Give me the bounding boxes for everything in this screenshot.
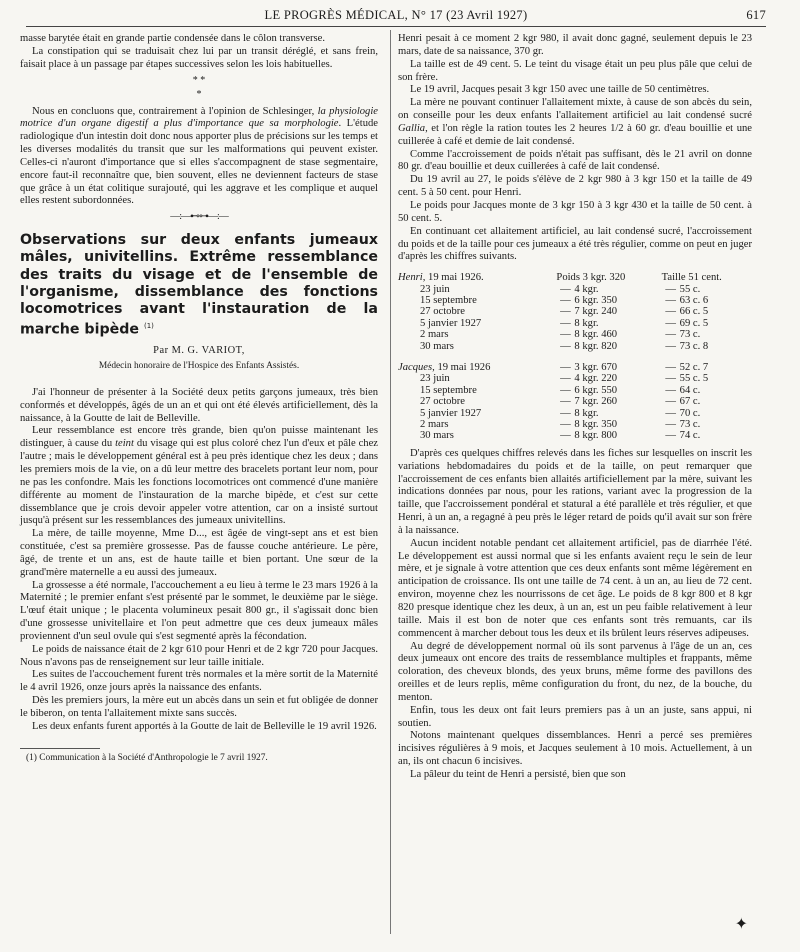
poids-value: 8 kgr.	[574, 407, 599, 419]
paragraph: La mère, de taille moyenne, Mme D..., est âgée de vingt-sept ans et est bien constituée, c'est sa première grossesse. Pas de fausse couche antérieure. Le père, âgé, de trente et un ans, est de haute taille et bien portant. Une sœur de la grand'mère maternelle a eu aussi des jumeaux.	[20, 528, 378, 578]
taille-value: 66 c. 5	[679, 306, 709, 318]
dash: —	[665, 340, 676, 352]
paragraph: Enfin, tous les deux ont fait leurs premiers pas à un an juste, sans appui, ni soutien.	[398, 704, 752, 729]
growth-table-body	[398, 272, 752, 442]
header-rule	[26, 26, 766, 27]
row-date: 27 octobre	[420, 306, 466, 318]
paragraph: D'après ces quelques chiffres relevés dans les fiches sur lesquelles on inscrit les variations hebdomadaires du poids et de la taille, on peut remarquer que l'accroissement de ces enfants bien allaités artificiellement par la mère, suivant les indications données par nous, pour les rations, variant avec la progression de la taille, que l'accroissement pondéral et statural a été parallèle et très régulier, et que Henri, à un an, a regagné à peu près le léger retard de poids qu'il avait sur son frère à la naissance.	[398, 447, 752, 536]
dash: —	[560, 306, 571, 318]
dash: —	[560, 295, 571, 306]
table-row	[398, 318, 752, 329]
table-row	[398, 362, 752, 373]
poids-cell	[556, 272, 661, 283]
paragraph: La taille est de 49 cent. 5. Le teint du visage était un peu plus pâle que celui de son frère.	[398, 58, 752, 83]
dash: —	[665, 384, 676, 396]
table-row	[398, 373, 752, 384]
table-row	[398, 329, 752, 340]
row-date: 23 juin	[420, 373, 450, 385]
dash: —	[665, 419, 676, 431]
dash: —	[560, 407, 571, 419]
row-date: 15 septembre	[420, 384, 477, 396]
table-row	[398, 272, 752, 283]
poids-value: 7 kgr. 240	[574, 306, 618, 318]
text-run: Nous en concluons que, contrairement à l'opinion de Schlesinger,	[32, 105, 318, 117]
dash: —	[665, 407, 676, 419]
taille-value: 63 c. 6	[679, 295, 709, 306]
dash: —	[560, 340, 571, 352]
dash: —	[665, 283, 676, 295]
dash: —	[665, 295, 676, 306]
dash: —	[560, 329, 571, 341]
growth-table	[398, 272, 752, 442]
row-date: 19 mai 1926.	[428, 272, 484, 284]
paragraph: Henri pesait à ce moment 2 kgr 980, il avait donc gagné, seulement depuis le 23 mars, date de sa naissance, 370 gr.	[398, 33, 752, 57]
dash: —	[665, 430, 676, 442]
taille-value: 73 c.	[679, 329, 701, 341]
poids-value: 8 kgr. 800	[574, 430, 618, 442]
text-run: La mère ne pouvant continuer l'allaitement mixte, à cause de son abcès du sein, on conseille pour les deux enfants l'allaitement artificiel au lait condensé sucré	[398, 97, 752, 122]
dash: —	[560, 419, 571, 431]
table-spacer-cell	[398, 352, 752, 362]
taille-value: 73 c.	[679, 419, 701, 431]
dash: —	[560, 396, 571, 408]
left-column	[20, 33, 378, 764]
dash: —	[560, 283, 571, 295]
poids-value: 4 kgr.	[574, 283, 599, 295]
footnote: (1) Communication à la Société d'Anthropologie le 7 avril 1927.	[26, 752, 268, 763]
paragraph: Notons maintenant quelques dissemblances. Henri a percé ses premières incisives régulières à 9 mois, et Jacques seulement à 10 mois. Actuellement, à un an, ils ont chacun 6 incisives.	[398, 730, 752, 768]
author: Par M. G. VARIOT,	[153, 345, 245, 357]
dash: —	[665, 396, 676, 408]
italic-run: la physiologie motrice d'un organe digestif a plus d'importance que sa morphologie	[20, 105, 378, 130]
paragraph: Dès les premiers jours, la mère eut un abcès dans un sein et fut obligée de donner le biberon, on tenta l'allaitement mixte sans succès.	[20, 695, 378, 720]
right-column	[398, 33, 752, 782]
dash: —	[665, 329, 676, 341]
taille-value: 74 c.	[679, 430, 701, 442]
taille-header: Taille	[661, 272, 686, 284]
poids-value: 8 kgr.	[574, 317, 599, 329]
dash: —	[560, 373, 571, 385]
dash: —	[560, 362, 571, 374]
poids-value: 8 kgr. 460	[574, 329, 618, 341]
paragraph	[398, 97, 752, 148]
text-run: du visage qui est plus coloré chez l'un d'eux et pâle chez l'autre ; mais le développement général est à peu près identique chez les deux ; dans les premiers mois de la vie, on a dû leur mettre des bracelets portant leur nom, pour ne pas les confondre. Mais les fonctions locomotrices ont commencé d'une manière différente au moment de l'instauration de la marche bipède, et c'est sur cette dissemblance que je crois devoir appeler votre attention, car on a insisté surtout jusqu'à présent sur les ressemblances des jumeaux univitellins.	[20, 438, 379, 527]
table-row	[398, 430, 752, 441]
dash: —	[665, 317, 676, 329]
row-date: 30 mars	[420, 340, 454, 352]
poids-value: 4 kgr. 220	[574, 373, 618, 385]
running-title: LE PROGRÈS MÉDICAL, N° 17 (23 Avril 1927)	[264, 8, 528, 22]
poids-value: 8 kgr. 820	[574, 340, 618, 352]
dash: —	[665, 373, 676, 385]
table-row	[398, 295, 752, 306]
paragraph: Le poids de naissance était de 2 kgr 610 pour Henri et de 2 kgr 720 pour Jacques. Nous n'avons pas de renseignement sur leur taille initiale.	[20, 643, 378, 668]
twin-name	[398, 362, 556, 373]
row-date: 19 mai 1926	[437, 362, 491, 374]
dash: —	[560, 317, 571, 329]
page-number: 617	[746, 8, 766, 22]
poids-header: Poids	[556, 272, 580, 284]
row-date: 23 juin	[420, 283, 450, 295]
dash: —	[665, 306, 676, 318]
table-row	[398, 306, 752, 317]
paragraph: masse barytée était en grande partie condensée dans le côlon transverse.	[20, 33, 326, 44]
paragraph: J'ai l'honneur de présenter à la Société deux petits garçons jumeaux, très bien conformés et développés, âgés de un an et qui ont été élevés artificiellement, dès la naissance, à la Goutte de lait de Belleville.	[20, 386, 378, 424]
table-row	[398, 419, 752, 430]
poids-value: 3 kgr. 320	[582, 272, 626, 284]
ornament-divider: —:—⊷⊶—:—	[170, 211, 228, 223]
poids-value: 7 kgr. 260	[574, 396, 618, 408]
row-date: 5 janvier 1927	[420, 407, 482, 419]
table-row	[398, 341, 752, 352]
dash: —	[560, 384, 571, 396]
taille-value: 69 c. 5	[679, 317, 709, 329]
row-date: 15 septembre	[420, 295, 477, 306]
taille-value: 52 c. 7	[679, 362, 709, 374]
twin-name-text: Jacques,	[398, 362, 435, 374]
paragraph: En continuant cet allaitement artificiel, au lait condensé sucré, l'accroissement du poids et de la taille pour ces jumeaux a été très régulier, comme on peut en juger d'après les chiffres suivants.	[398, 225, 752, 263]
paragraph: La pâleur du teint de Henri a persisté, bien que son	[410, 768, 626, 780]
text-run: , et l'on règle la ration toutes les 2 heures 1/2 à 60 gr. d'eau bouillie et une cuillerée à café et demie de lait condensé.	[398, 122, 752, 147]
taille-value: 73 c. 8	[679, 340, 709, 352]
table-row	[398, 408, 752, 419]
taille-cell	[662, 272, 752, 283]
paragraph: Aucun incident notable pendant cet allaitement artificiel, pas de diarrhée l'été. Le développement est aussi normal que si les enfants avaient reçu le sein de leur mère, et je signale à votre attention que ces deux enfants sont même légèrement en anticipation de croissance. Ils ont une taille de 74 cent. à un an, au lieu de 72 cent. environ, moyenne chez les nourrissons de cet âge. Le poids de 8 kgr 800 et 8 kgr 820 presque identique chez les deux, à un an, est un peu faible relativement à leur taille. Mais il est bon de noter que ces enfants sont très remuants, car ils commencent à marcher debout tous les deux et ils brûlent leurs réserves adipeuses.	[398, 537, 752, 639]
italic-run: teint	[115, 438, 134, 450]
paragraph: La constipation qui se traduisait chez lui par un transit déréglé, et sans frein, faisait place à un passage par étapes successives selon les lois habituelles.	[20, 45, 378, 70]
paragraph: Comme l'accroissement de poids n'était pas suffisant, dès le 21 avril on donne 80 gr. d'eau bouillie et deux cuillerées à café de lait condensé.	[398, 148, 752, 173]
taille-value: 64 c.	[679, 384, 701, 396]
paragraph: Le poids pour Jacques monte de 3 kgr 150 à 3 kgr 430 et la taille de 50 cent. à 50 cent. 5.	[398, 199, 752, 224]
dash: —	[560, 430, 571, 442]
paragraph: Au degré de développement normal où ils sont parvenus à l'âge de un an, ces deux jumeaux ont encore des traits de ressemblance multiples et frappants, même coloration, des cheveux blonds, des yeux bruns, même forme des pavillons des oreilles et de leurs replis, même configuration du front, du nez, de la bouche, du menton.	[398, 640, 752, 703]
paragraph: La grossesse a été normale, l'accouchement a eu lieu à terme le 23 mars 1926 à la Maternité ; le premier enfant s'est présenté par le sommet, le deuxième par le siège. L'œuf était unique ; le placenta volumineux pesait 800 gr., il s'agissait donc bien d'une grossesse univitellaire et l'on peut admettre que ces deux jumeaux mâles proviennent d'un seul ovule qui s'est segmenté après la fécondation.	[20, 579, 378, 642]
row-date: 5 janvier 1927	[420, 317, 482, 329]
poids-value: 8 kgr. 350	[574, 419, 618, 431]
paragraph: Les deux enfants furent apportés à la Goutte de lait de Belleville le 19 avril 1926.	[32, 720, 377, 732]
article-title-text: Observations sur deux enfants jumeaux mâles, univitellins. Extrême ressemblance des traits du visage et de l'ensemble de l'organisme, dissemblance des fonctions locomotrices avant l'instauration de la marche bipède	[20, 232, 378, 339]
taille-value: 55 c. 5	[679, 373, 709, 385]
running-header	[26, 8, 766, 26]
footnote-rule	[20, 748, 100, 749]
table-spacer	[398, 352, 752, 362]
column-divider	[390, 30, 391, 934]
row-date: 2 mars	[420, 329, 449, 341]
table-row	[398, 396, 752, 407]
italic-run: Gallia	[398, 122, 426, 134]
table-row	[398, 385, 752, 396]
paragraph	[20, 106, 378, 209]
twin-name	[398, 272, 556, 283]
paragraph: Le 19 avril, Jacques pesait 3 kgr 150 avec une taille de 50 centimètres.	[410, 84, 710, 96]
taille-value: 67 c.	[679, 396, 701, 408]
author-affiliation: Médecin honoraire de l'Hospice des Enfants Assistés.	[98, 361, 300, 372]
poids-value: 3 kgr. 670	[574, 362, 618, 374]
paragraph: Les suites de l'accouchement furent très normales et la mère sortit de la Maternité le 4 avril 1926, onze jours après la naissance des enfants.	[20, 669, 378, 694]
twin-name-text: Henri,	[398, 272, 426, 284]
row-date: 2 mars	[420, 419, 449, 431]
taille-value: 55 c.	[679, 283, 701, 295]
poids-value: 6 kgr. 350	[574, 295, 618, 306]
paragraph: Du 19 avril au 27, le poids s'élève de 2 kgr 980 à 3 kgr 150 et la taille de 49 cent. 5 à 50 cent. pour Henri.	[398, 174, 752, 199]
text-run: Leur ressemblance est encore très grande, bien qu'on puisse maintenant les distinguer, à cause du	[20, 425, 378, 450]
row-date: 30 mars	[420, 430, 454, 442]
paragraph	[20, 425, 378, 528]
article-title	[20, 232, 378, 339]
end-ornament: ✦	[734, 916, 748, 933]
poids-value: 6 kgr. 550	[574, 384, 618, 396]
taille-value: 70 c.	[679, 407, 701, 419]
row-date: 27 octobre	[420, 396, 466, 408]
taille-value: 51 cent.	[688, 272, 722, 284]
section-asterism: * * *	[192, 74, 206, 100]
table-row	[398, 284, 752, 295]
text-run: . L'étude radiologique d'un intestin doit donc nous apporter plus de précisions sur les temps et les diverses modalités du transit que sur les malformations qui peuvent exister. Celles-ci n'auront d'importance que si elles s'accompagnent de stase segmentaire, encore faut-il reconnaître que, bien souvent, elles ne deviennent facteurs de stase que grâce à un état colitique surajouté, qui les aggrave et les complique et auquel elles restent subordonnées.	[20, 118, 378, 207]
dash: —	[665, 362, 676, 374]
footnote-mark: (1)	[143, 322, 154, 331]
